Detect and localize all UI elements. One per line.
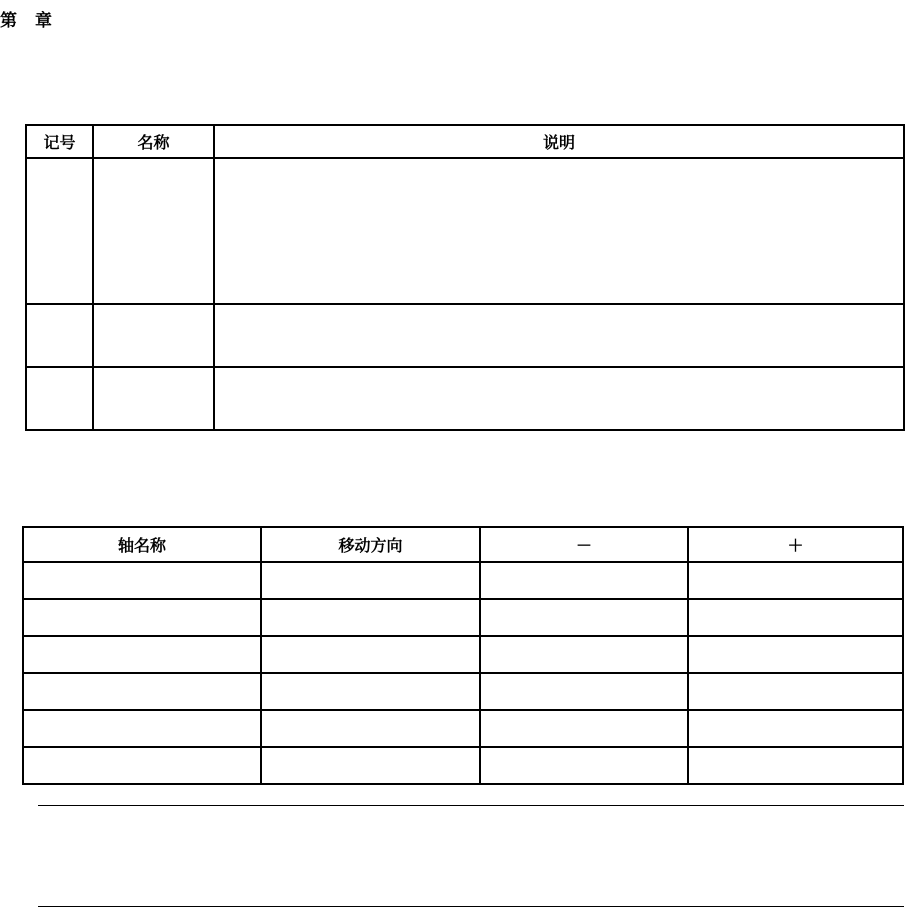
table-row: [23, 710, 903, 747]
table-cell: [214, 367, 904, 430]
table-row: [23, 599, 903, 636]
table-cell: [93, 304, 214, 367]
table-cell: [23, 599, 261, 636]
table-cell: [23, 636, 261, 673]
chapter-heading-char-2: 章: [35, 11, 52, 31]
table-cell: [261, 747, 480, 784]
table-cell: [26, 367, 93, 430]
table-row: [23, 747, 903, 784]
table-cell: [23, 747, 261, 784]
table-cell: [480, 562, 688, 599]
chapter-heading: [0, 6, 52, 31]
table-cell: [23, 673, 261, 710]
header-description: 说明: [214, 125, 904, 158]
table-cell: [688, 562, 903, 599]
table-cell: [214, 158, 904, 304]
table-cell: [480, 673, 688, 710]
table-cell: [261, 562, 480, 599]
table-cell: [261, 599, 480, 636]
table-cell: [26, 304, 93, 367]
table-cell: [480, 636, 688, 673]
header-minus: －: [480, 527, 688, 562]
table-row: [26, 158, 904, 304]
table-cell: [688, 673, 903, 710]
table-cell: [93, 158, 214, 304]
table-cell: [688, 636, 903, 673]
table-cell: [23, 710, 261, 747]
table-cell: [214, 304, 904, 367]
table-cell: [23, 562, 261, 599]
table-cell: [688, 599, 903, 636]
header-name: 名称: [93, 125, 214, 158]
table-row: [23, 636, 903, 673]
table-cell: [480, 710, 688, 747]
header-move-direction: 移动方向: [261, 527, 480, 562]
table-cell: [688, 710, 903, 747]
table-cell: [480, 599, 688, 636]
table-row: [23, 562, 903, 599]
table-row: [23, 673, 903, 710]
divider-line: [38, 805, 904, 806]
table-row: [26, 304, 904, 367]
symbol-table: [25, 124, 905, 431]
table-row: [26, 367, 904, 430]
header-plus: ＋: [688, 527, 903, 562]
axis-direction-table: [22, 526, 904, 785]
table-cell: [93, 367, 214, 430]
table-cell: [26, 158, 93, 304]
table-cell: [261, 710, 480, 747]
table-cell: [261, 673, 480, 710]
table-cell: [480, 747, 688, 784]
header-symbol: 记号: [26, 125, 93, 158]
header-axis-name: 轴名称: [23, 527, 261, 562]
divider-line: [38, 906, 904, 907]
chapter-heading-char-1: 第: [0, 11, 17, 31]
table-cell: [688, 747, 903, 784]
table-cell: [261, 636, 480, 673]
